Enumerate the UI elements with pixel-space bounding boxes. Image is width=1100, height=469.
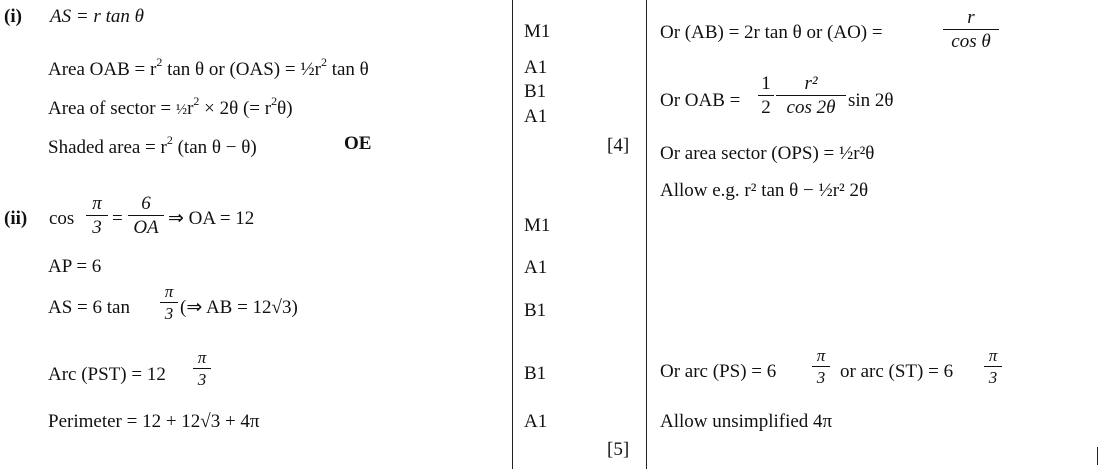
guidance-oab-frac-r2: $\frac{\text{r²}}{\cos 2\theta}$ <box>776 74 846 117</box>
part-ii-cos: cos <box>49 208 75 229</box>
part-ii-as-b: (⇒ AB = 12√3) <box>180 297 298 318</box>
part-ii-oa-12: ⇒ OA = 12 <box>168 208 255 229</box>
part-ii-arc: Arc (PST) = 12 <box>48 364 166 385</box>
part-ii-as-a: AS = 6 tan <box>48 297 130 318</box>
part-i-area-sector: Area of sector = $\frac{1}{2}r^2 \times 2\theta$ (= $r^2\theta$) <box>48 94 293 119</box>
part-i-line-as: AS = r tan θ <box>50 6 144 27</box>
guidance-allow-eg: Allow e.g. r² tan θ − ½r² 2θ <box>660 180 869 201</box>
guidance-area-sector: Or area sector (OPS) = ½r²θ <box>660 143 875 164</box>
guidance-oab-label: Or OAB = <box>660 90 741 111</box>
guidance-r-over-cos: $\frac{r}{\text{cos θ}}$ <box>943 8 999 51</box>
part-i-shaded-area: Shaded area = $r^2$ (tan θ − θ) <box>48 133 257 158</box>
guidance-unsimplified: Allow unsimplified 4π <box>660 411 833 432</box>
guidance-arc-st-frac: $\frac{\pi}{3}$ <box>984 347 1002 386</box>
mark-b1-2: B1 <box>524 300 547 321</box>
total-part-i: [4] <box>607 135 630 156</box>
part-ii-equals: = <box>112 208 123 229</box>
mark-b1-3: B1 <box>524 363 547 384</box>
part-ii-frac-pi-3: $\frac{\pi}{3}$ <box>86 194 108 237</box>
mark-m1-2: M1 <box>524 215 551 236</box>
total-part-ii: [5] <box>607 439 630 460</box>
part-ii-perimeter: Perimeter = 12 + 12√3 + 4π <box>48 411 260 432</box>
guidance-arc-ps-frac: $\frac{\pi}{3}$ <box>812 347 830 386</box>
part-ii-as-frac: $\frac{\pi}{3}$ <box>160 283 178 322</box>
page-edge-marker <box>1097 447 1098 465</box>
guidance-oab-sin: sin 2θ <box>848 90 894 111</box>
part-ii-label: (ii) <box>4 208 28 229</box>
guidance-arc-ps: Or arc (PS) = 6 <box>660 361 777 382</box>
guidance-oab-frac-half: $\frac{1}{2}$ <box>758 74 774 117</box>
mark-a1-2: A1 <box>524 106 548 127</box>
part-ii-ap: AP = 6 <box>48 256 102 277</box>
mark-a1-4: A1 <box>524 411 548 432</box>
mark-a1-1: A1 <box>524 57 548 78</box>
part-i-area-oab: Area OAB = $r^2$ tan θ or $(OAS) = \frac{1}{2}r^2$ tan θ <box>48 55 369 80</box>
part-i-label: (i) <box>4 6 22 27</box>
mark-b1-1: B1 <box>524 81 547 102</box>
guidance-arc-st: or arc (ST) = 6 <box>840 361 954 382</box>
guidance-ab-ao: Or (AB) = 2r tan θ or (AO) = <box>660 22 883 43</box>
column-divider-left <box>512 0 513 469</box>
part-ii-frac-6-oa: $\frac{6}{OA}$ <box>128 194 164 237</box>
oe-label: OE <box>344 133 372 154</box>
mark-a1-3: A1 <box>524 257 548 278</box>
mark-m1-1: M1 <box>524 21 551 42</box>
column-divider-right <box>646 0 647 469</box>
part-ii-arc-frac: $\frac{\pi}{3}$ <box>193 349 211 388</box>
